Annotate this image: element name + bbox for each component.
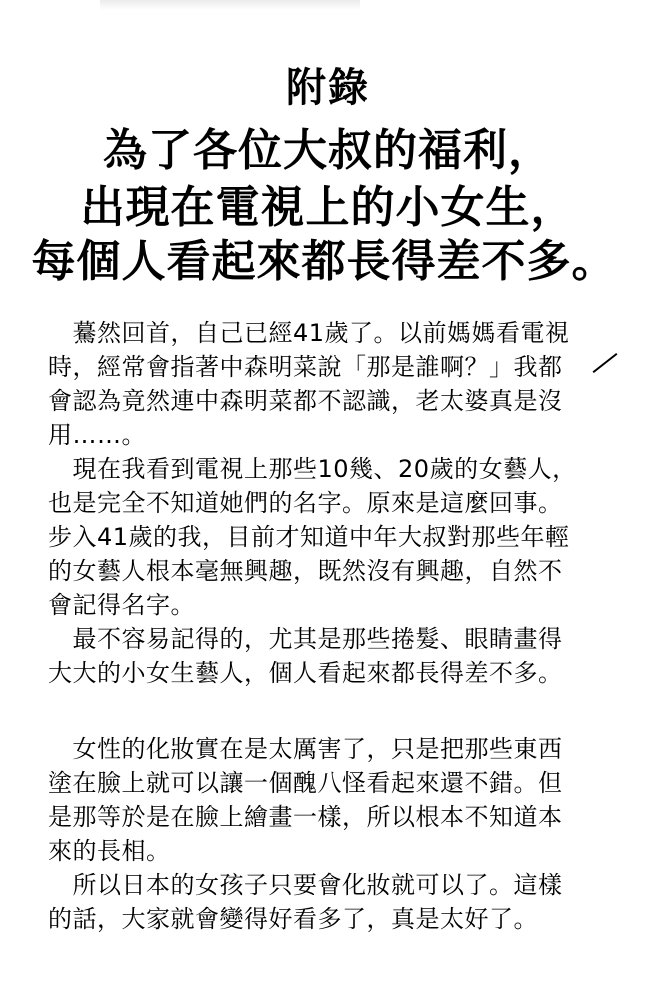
- appendix-label: 附錄: [286, 65, 370, 111]
- body-line: 塗在臉上就可以讓一個醜八怪看起來還不錯。但: [48, 769, 563, 797]
- body-line: 也是完全不知道她們的名字。原來是這麼回事。: [48, 489, 563, 517]
- paragraph-gap: [48, 690, 618, 732]
- body-line: 是那等於是在臉上繪畫一樣，所以根本不知道本: [48, 803, 563, 831]
- headline-line: 為了各位大叔的福利，: [103, 125, 553, 176]
- body-line: 最不容易記得的，尤其是那些捲髮、眼睛畫得: [48, 625, 563, 653]
- headline-line: 出現在電視上的小女生，: [80, 182, 576, 233]
- body-line: 的女藝人根本毫無興趣，既然沒有興趣，自然不: [48, 557, 563, 585]
- body-line: 會認為竟然連中森明菜都不認識，老太婆真是沒: [48, 387, 563, 415]
- body-line: 所以日本的女孩子只要會化妝就可以了。這樣: [48, 871, 563, 899]
- body-line: 來的長相。: [48, 837, 171, 865]
- body-text: [48, 316, 618, 936]
- body-line: 的話，大家就會變得好看多了，真是太好了。: [48, 905, 538, 933]
- body-line: 女性的化妝實在是太厲害了，只是把那些東西: [48, 735, 563, 763]
- body-line: 現在我看到電視上那些10幾、20歲的女藝人，: [48, 455, 577, 483]
- body-line: 用……。: [48, 421, 146, 449]
- body-line: 會記得名字。: [48, 591, 195, 619]
- body-line: 步入41歲的我，目前才知道中年大叔對那些年輕: [48, 523, 570, 551]
- scan-smudge: [100, 0, 360, 10]
- headline-line: 每個人看起來都長得差不多。: [31, 236, 617, 287]
- body-line: 大大的小女生藝人，個人看起來都長得差不多。: [48, 659, 563, 687]
- body-line: 時，經常會指著中森明菜說「那是誰啊？」我都: [48, 353, 563, 381]
- body-line: 驀然回首，自己已經41歲了。以前媽媽看電視: [48, 319, 570, 347]
